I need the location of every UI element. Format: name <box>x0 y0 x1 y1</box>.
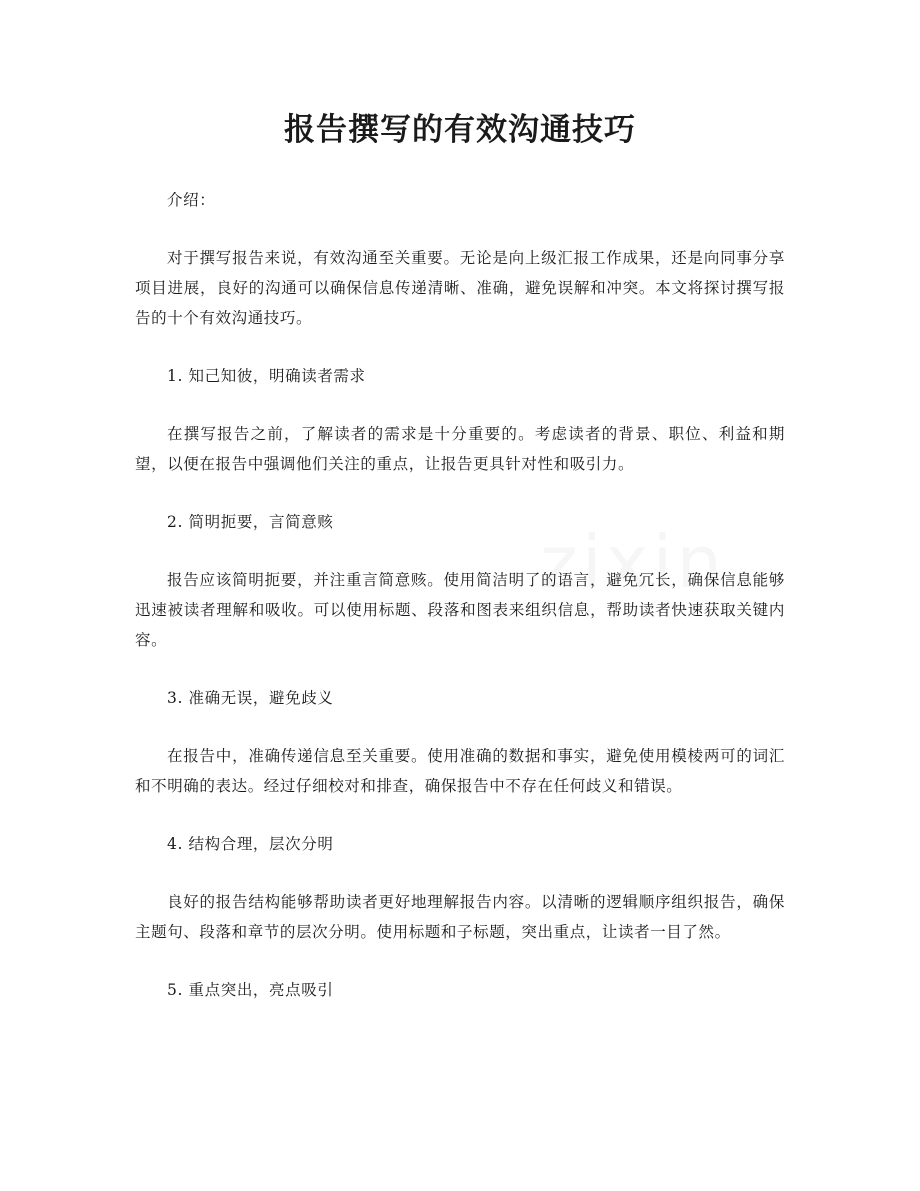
intro-label: 介绍： <box>167 191 216 209</box>
page-title: 报告撰写的有效沟通技巧 <box>284 112 636 148</box>
section-heading-5: 5. 重点突出，亮点吸引 <box>167 981 334 999</box>
section-heading-1: 1. 知己知彼，明确读者需求 <box>167 367 366 385</box>
section-body-2: 报告应该简明扼要，并注重言简意赅。使用简洁明了的语言，避免冗长，确保信息能够迅速被读者理解和吸收。可以使用标题、段落和图表来组织信息，帮助读者快速获取关键内容。 <box>135 571 785 649</box>
section-heading-3: 3. 准确无误，避免歧义 <box>167 689 334 707</box>
section-body-3: 在报告中，准确传递信息至关重要。使用准确的数据和事实，避免使用模棱两可的词汇和不明确的表达。经过仔细校对和排查，确保报告中不存在任何歧义和错误。 <box>135 747 785 795</box>
intro-paragraph: 对于撰写报告来说，有效沟通至关重要。无论是向上级汇报工作成果，还是向同事分享项目进展，良好的沟通可以确保信息传递清晰、准确，避免误解和冲突。本文将探讨撰写报告的十个有效沟通技巧。 <box>135 249 785 327</box>
section-body-4: 良好的报告结构能够帮助读者更好地理解报告内容。以清晰的逻辑顺序组织报告，确保主题句、段落和章节的层次分明。使用标题和子标题，突出重点，让读者一目了然。 <box>135 893 785 941</box>
document-body <box>135 185 785 1005</box>
section-heading-2: 2. 简明扼要，言简意赅 <box>167 513 334 531</box>
section-heading-4: 4. 结构合理，层次分明 <box>167 835 334 853</box>
section-body-1: 在撰写报告之前，了解读者的需求是十分重要的。考虑读者的背景、职位、利益和期望，以便在报告中强调他们关注的重点，让报告更具针对性和吸引力。 <box>135 425 785 473</box>
